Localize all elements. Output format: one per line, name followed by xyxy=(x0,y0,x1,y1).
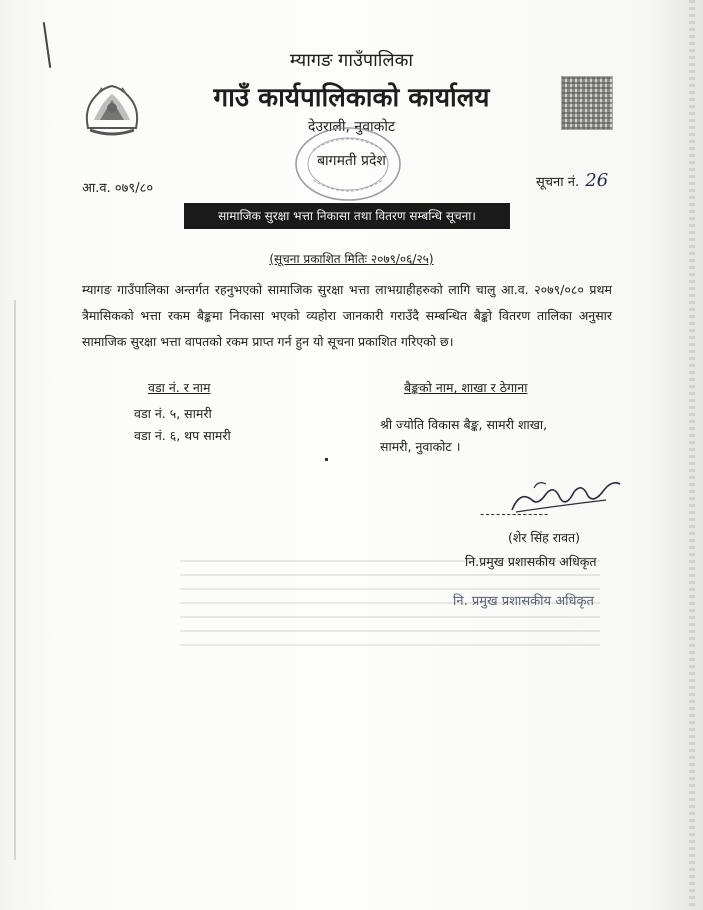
office-address: देउराली, नुवाकोट xyxy=(307,119,396,135)
office-title: गाउँ कार्यपालिकाको कार्यालय xyxy=(213,83,490,113)
office-seal-stamp xyxy=(283,120,413,208)
page-edge-shadow xyxy=(689,0,695,910)
publish-date xyxy=(0,250,703,267)
designation-stamp: नि. प्रमुख प्रशासकीय अधिकृत xyxy=(453,594,594,609)
ink-speck xyxy=(325,458,328,461)
fiscal-year: आ.व. ०७९/८० xyxy=(82,181,154,196)
bleed-through-text xyxy=(180,560,600,650)
signer-designation: नि.प्रमुख प्रशासकीय अधिकृत xyxy=(465,554,597,569)
notice-body: म्यागङ गाउँपालिका अन्तर्गत रहनुभएको सामाजिक सुरक्षा भत्ता लाभग्राहीहरुको लागि चालु आ.व. २०७९/०८० प्रथम त्रैमासिकको भत्ता रकम बैङ्कमा निकासा भएको व्यहोरा जानकारी गराउँदै सम्बन्धित बैङ्को वितरण तालिका अनुसार सामाजिक सुरक्षा भत्ता वापतको रकम प्राप्त गर्न हुन यो सूचना प्रकाशित गरिएको छ। xyxy=(82,282,612,349)
ward-column-header: वडा नं. र नाम xyxy=(148,380,211,395)
publish-date-text: (सूचना प्रकाशित मितिः २०७९/०६/२५) xyxy=(269,252,434,266)
bank-line: सामरी, नुवाकोट । xyxy=(380,439,461,454)
province-name: बागमती प्रदेश xyxy=(317,153,386,169)
municipality-name: म्यागङ गाउँपालिका xyxy=(289,50,414,71)
bank-column-header: बैङ्कको नाम, शाखा र ठेगाना xyxy=(404,380,528,395)
notice-number-value: 26 xyxy=(585,170,609,191)
bank-line: श्री ज्योति विकास बैङ्क, सामरी शाखा, xyxy=(380,417,548,432)
ward-row: वडा नं. ५, सामरी xyxy=(134,406,212,421)
fold-line xyxy=(14,300,16,860)
notice-number xyxy=(536,170,608,191)
signer-name: (शेर सिंह रावत) xyxy=(508,530,581,545)
notice-number-label: सूचना नं. xyxy=(536,175,580,190)
ward-row: वडा नं. ६, थप सामरी xyxy=(134,428,231,443)
notice-title-banner: सामाजिक सुरक्षा भत्ता निकासा तथा वितरण सम्बन्धि सूचना। xyxy=(184,203,510,229)
signature-line: ------------- xyxy=(480,507,550,521)
